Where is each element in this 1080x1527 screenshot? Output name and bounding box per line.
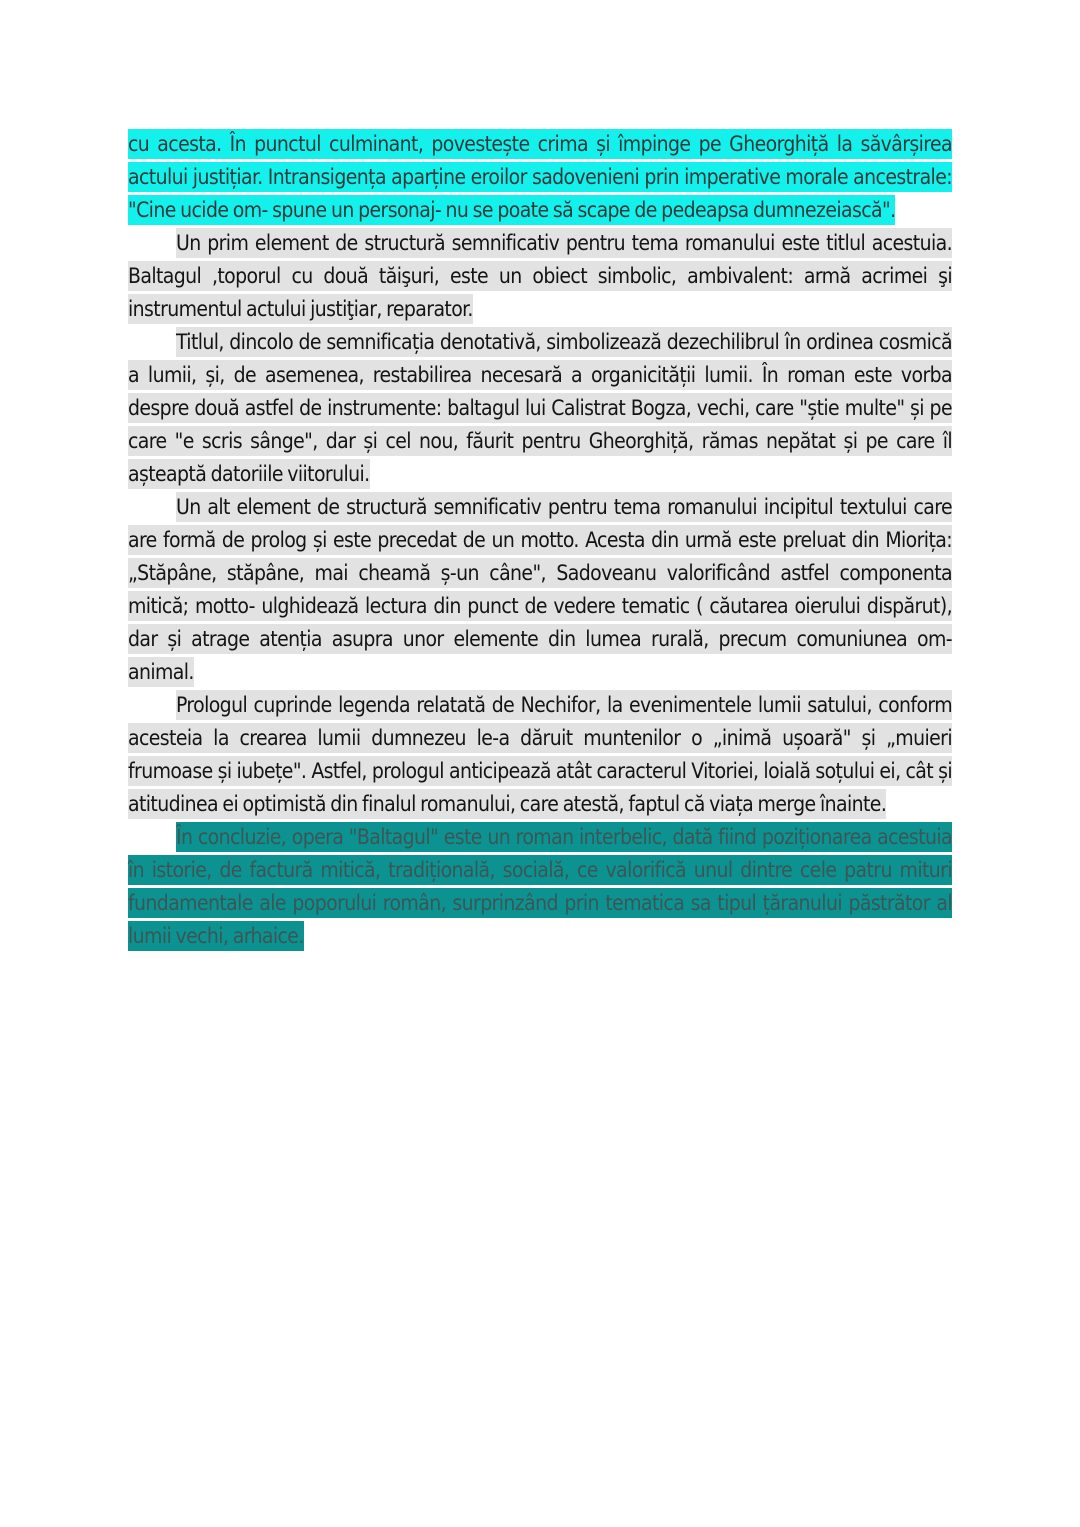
paragraph-incipit — [128, 491, 952, 689]
paragraph-prologue — [128, 689, 952, 821]
paragraph-text: Titlul, dincolo de semnificația denotativă, simbolizează dezechilibrul în ordinea cosmică a lumii, și, de asemenea, restabilirea necesară a organicității lumii. În roman este vorba despre două astfel de instrumente: baltagul lui Calistrat Bogza, vechi, care "știe multe" și pe care "e scris sânge", dar și cel nou, făurit pentru Gheorghiță, rămas nepătat și pe care îl așteaptă datoriile viitorului. — [128, 327, 952, 489]
paragraph-text: cu acesta. În punctul culminant, povestește crima și împinge pe Gheorghiță la săvârșirea actului justițiar. Intransigența aparține eroilor sadovenieni prin imperative morale ancestrale: "Cine ucide om- spune un personaj- nu se poate să scape de pedeapsa dumnezeiască". — [128, 129, 952, 225]
paragraph-title-element — [128, 227, 952, 326]
paragraph-conclusion — [128, 821, 952, 953]
document-page — [128, 128, 952, 953]
paragraph-text: Prologul cuprinde legenda relatată de Nechifor, la evenimentele lumii satului, conform acesteia la crearea lumii dumnezeu le-a dăruit muntenilor o „inimă ușoară" și „muieri frumoase și iubețe". Astfel, prologul anticipează atât caracterul Vitoriei, loială soțului ei, cât și atitudinea ei optimistă din finalul romanului, care atestă, faptul că viața merge înainte. — [128, 690, 952, 819]
paragraph-text: În concluzie, opera "Baltagul" este un roman interbelic, dată fiind poziționarea acestuia în istorie, de factură mitică, tradițională, socială, ce valorifică unul dintre cele patru mituri fundamentale ale poporului român, surprinzând prin tematica sa tipul țăranului păstrător al lumii vechi, arhaice. — [128, 822, 952, 951]
paragraph-text: Un prim element de structură semnificativ pentru tema romanului este titlul acestuia. Baltagul ,toporul cu două tăişuri, este un obiect simbolic, ambivalent: armă acrimei şi instrumentul actului justiţiar, reparator. — [128, 228, 952, 324]
paragraph-title-meaning — [128, 326, 952, 491]
paragraph-continuation — [128, 128, 952, 227]
paragraph-text: Un alt element de structură semnificativ pentru tema romanului incipitul textului care are formă de prolog și este precedat de un motto. Acesta din urmă este preluat din Miorița: „Stăpâne, stăpâne, mai cheamă ș-un câne", Sadoveanu valorificând astfel componenta mitică; motto- ulghidează lectura din punct de vedere tematic ( căutarea oierului dispărut), dar și atrage atenția asupra unor elemente din lumea rurală, precum comuniunea om-animal. — [128, 492, 952, 687]
